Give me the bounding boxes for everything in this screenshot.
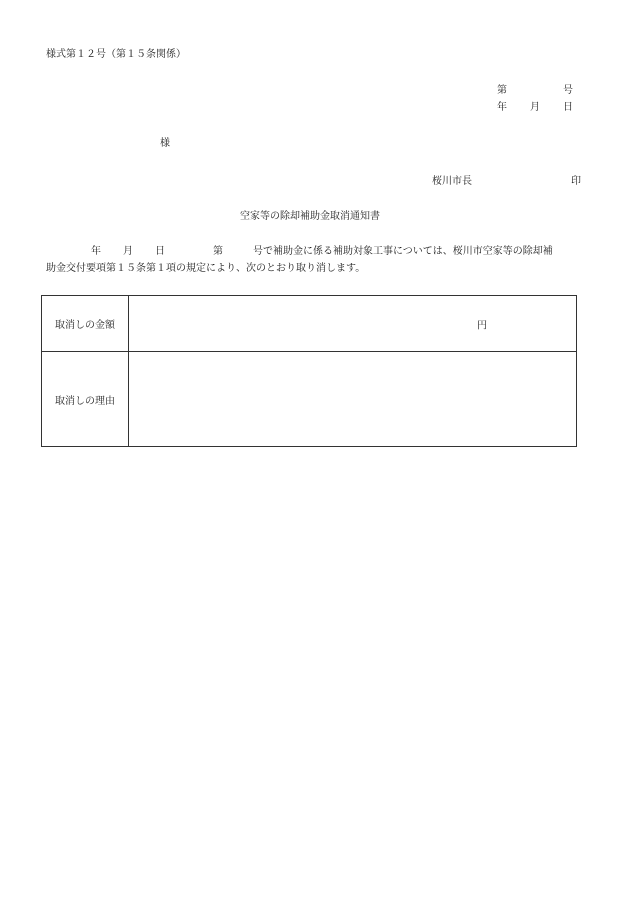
seal-mark: 印: [571, 176, 581, 187]
body-number-prefix: 第: [213, 246, 223, 257]
document-title: 空家等の除却補助金取消通知書: [240, 211, 380, 222]
amount-unit: 円: [477, 320, 487, 331]
reason-value-cell: [129, 352, 577, 447]
body-line-1: [46, 243, 586, 260]
amount-row: [42, 296, 577, 352]
date-day: 日: [563, 102, 573, 113]
form-number: 様式第１２号（第１５条関係）: [46, 49, 186, 60]
body-year: 年: [91, 246, 101, 257]
document-number-suffix: 号: [563, 85, 573, 96]
body-month: 月: [123, 246, 133, 257]
body-line-2: 助金交付要項第１５条第１項の規定により、次のとおり取り消します。: [46, 263, 366, 274]
amount-value-cell: [129, 296, 577, 352]
reason-label: 取消しの理由: [42, 352, 129, 447]
reason-row: [42, 352, 577, 447]
issuer-name: 桜川市長: [432, 176, 472, 187]
body-paragraph: [46, 243, 586, 277]
date-month: 月: [530, 102, 540, 113]
addressee-suffix: 様: [160, 138, 170, 149]
date-year: 年: [497, 102, 507, 113]
document-number-prefix: 第: [497, 85, 507, 96]
body-day: 日: [155, 246, 165, 257]
cancellation-table: [41, 295, 577, 447]
body-line-1-tail: 号で補助金に係る補助対象工事については、桜川市空家等の除却補: [253, 246, 553, 257]
amount-label: 取消しの金額: [42, 296, 129, 352]
